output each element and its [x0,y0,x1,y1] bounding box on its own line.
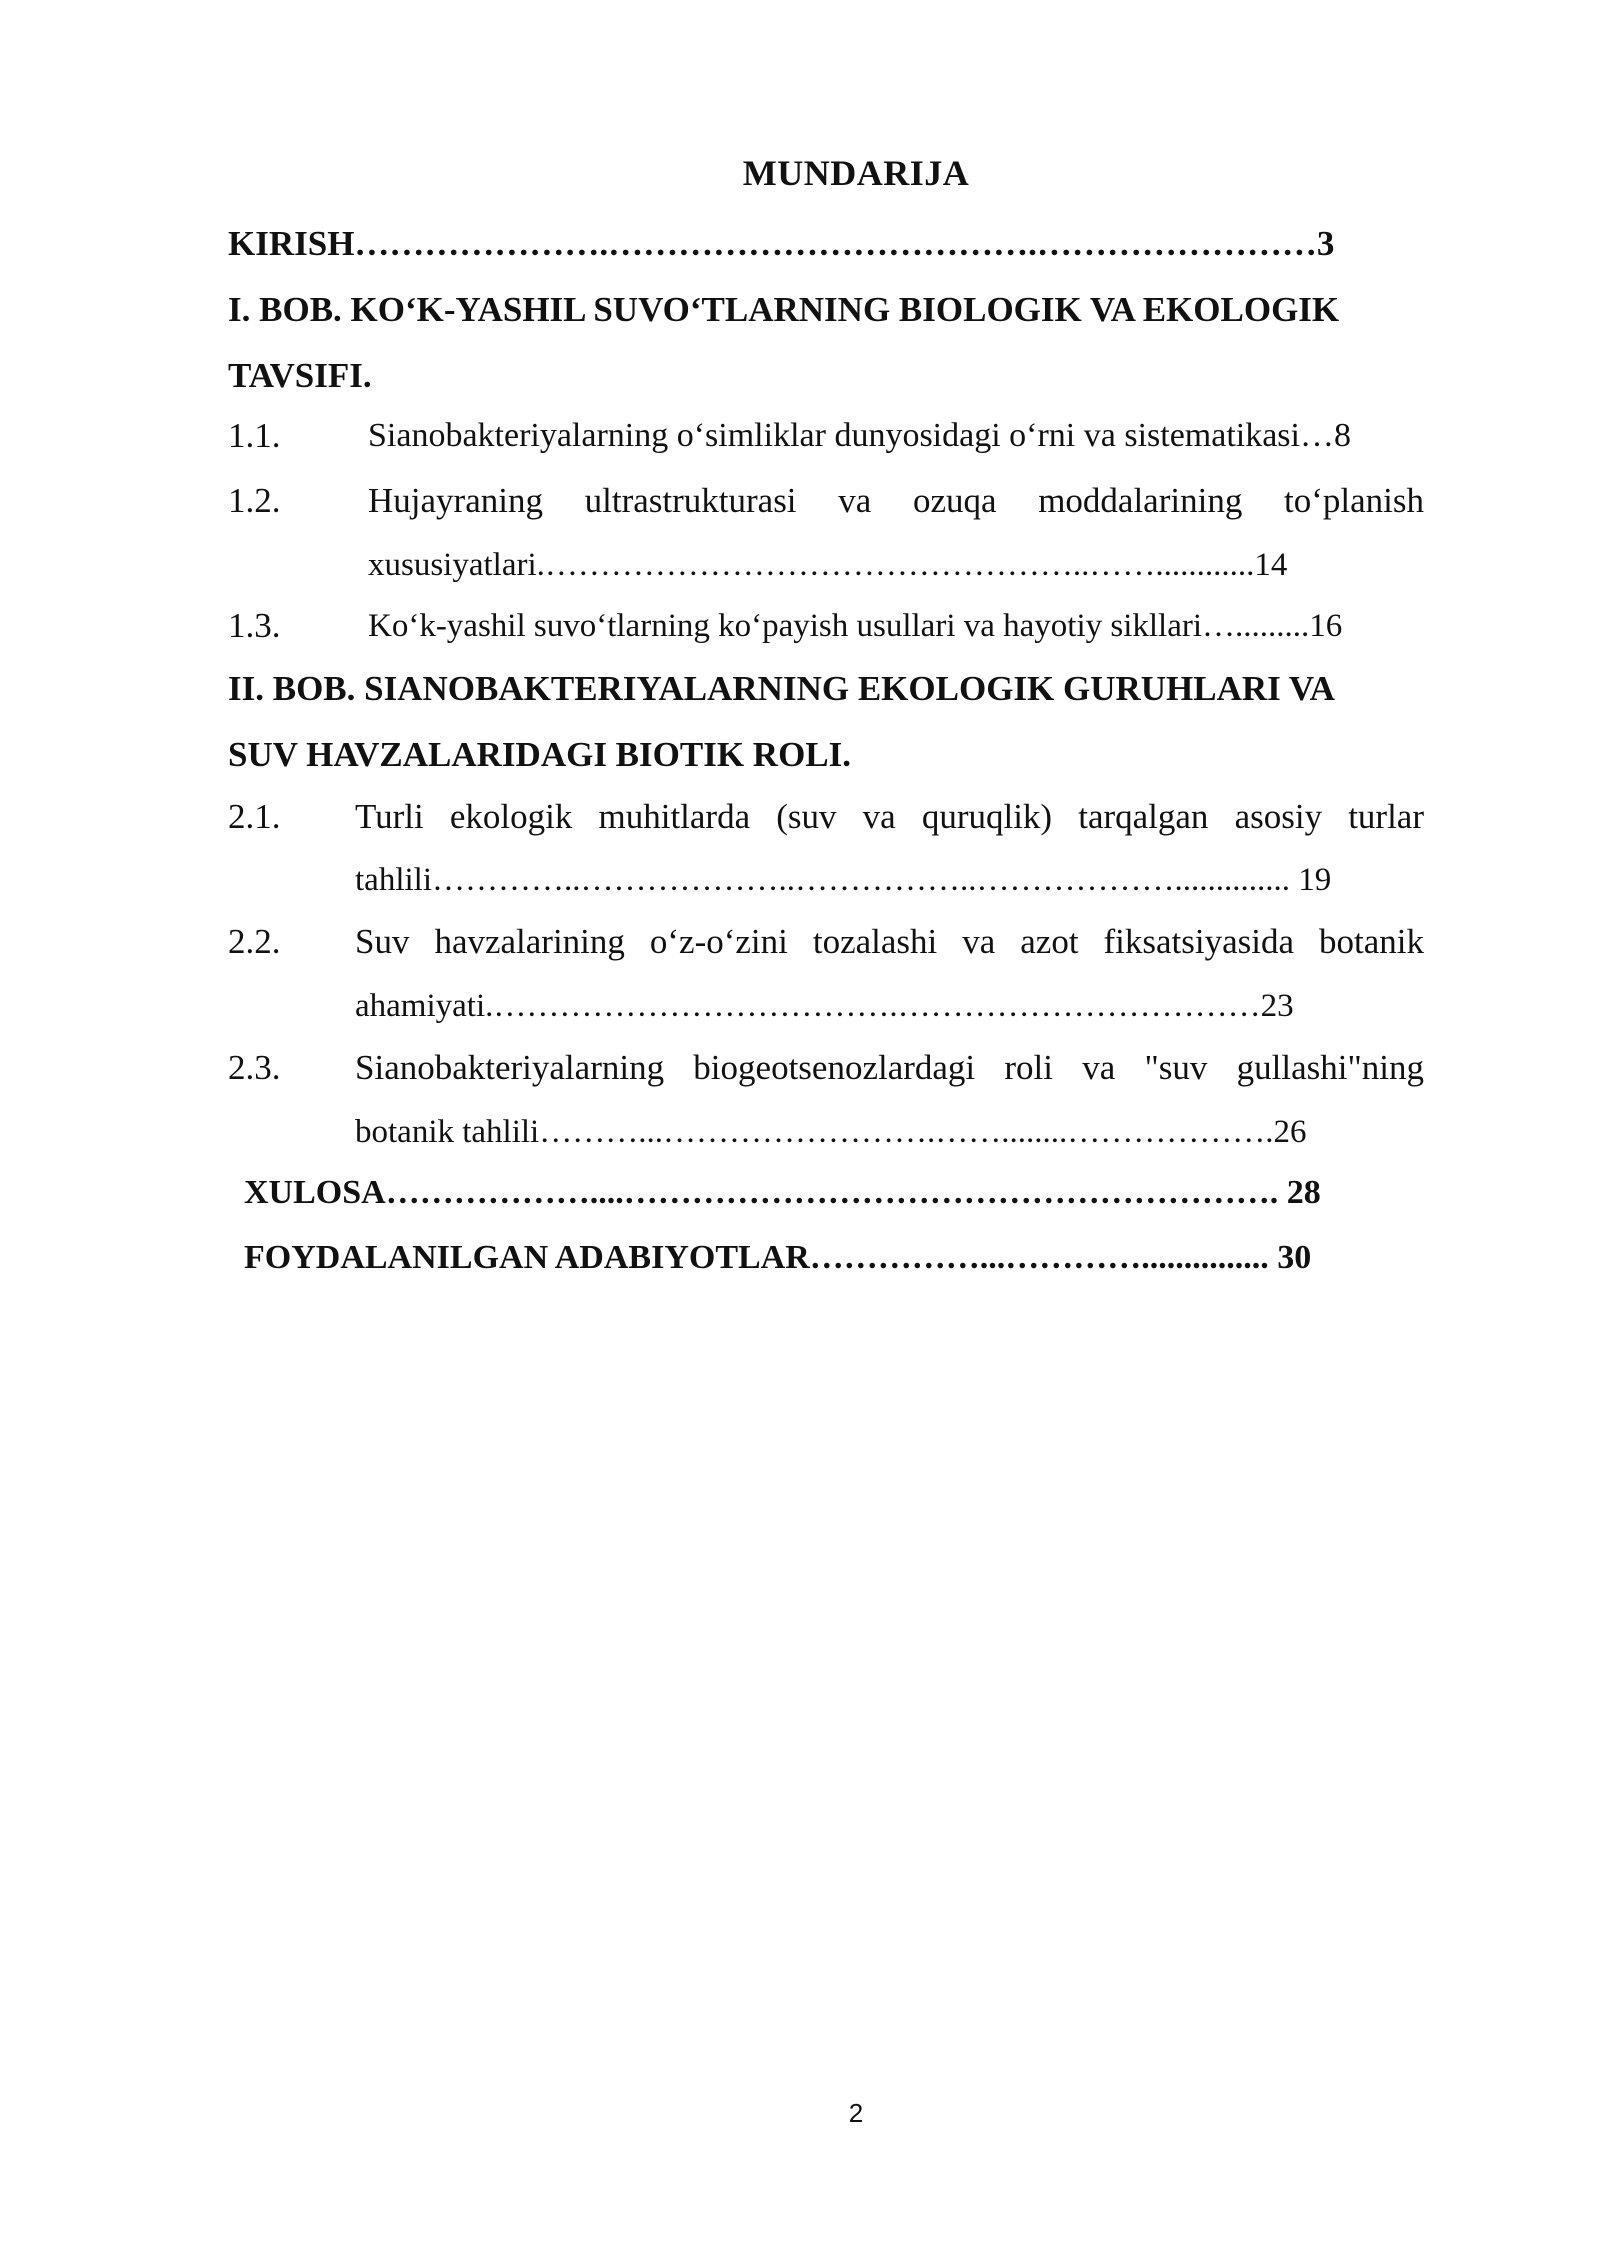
toc-chapter-1-heading-cont: TAVSIFI. [228,356,372,395]
toc-section-2-2-cont: ahamiyati.……………………………….……………………………23 [355,988,1294,1024]
toc-section-1-3: Ko‘k-yashil suvo‘tlarning ko‘payish usullari va hayotiy sikllari….........16 [368,608,1343,644]
toc-section-2-3: Sianobakteriyalarning biogeotsenozlardagi roli va "suv gullashi"ning [355,1048,1424,1087]
toc-section-number: 1.2. [228,481,281,520]
page-number: 2 [848,2098,864,2128]
toc-section-1-2: Hujayraning ultrastrukturasi va ozuqa moddalarining to‘planish [368,481,1424,520]
toc-section-2-3-cont: botanik tahlili………...…………………….……........……………….26 [355,1114,1307,1150]
page-title: MUNDARIJA [742,153,970,193]
toc-section-number: 1.3. [228,606,281,645]
toc-section-2-1: Turli ekologik muhitlarda (suv va quruqlik) tarqalgan asosiy turlar [355,797,1424,836]
toc-section-1-2-cont: xususiyatlari.…………………………………………..……............14 [368,547,1288,583]
toc-chapter-2-heading-cont: SUV HAVZALARIDAGI BIOTIK ROLI. [228,735,852,774]
toc-entry-adabiyotlar: FOYDALANILGAN ADABIYOTLAR……………...…………............... 30 [244,1239,1312,1276]
toc-section-number: 2.1. [228,797,281,836]
toc-section-2-2: Suv havzalarining o‘z-o‘zini tozalashi va azot fiksatsiyasida botanik [355,922,1424,961]
toc-chapter-2-heading: II. BOB. SIANOBAKTERIYALARNING EKOLOGIK GURUHLARI VA [228,669,1335,708]
toc-section-number: 2.2. [228,922,281,961]
toc-section-1-1: Sianobakteriyalarning o‘simliklar dunyosidagi o‘rni va sistematikasi…8 [368,417,1351,454]
toc-entry-xulosa: XULOSA………………....…………………………………………………. 28 [244,1174,1321,1211]
toc-section-number: 2.3. [228,1048,281,1087]
toc-entry-kirish: KIRISH………………….……………………………….……………………3 [228,224,1335,263]
toc-chapter-1-heading: I. BOB. KO‘K-YASHIL SUVO‘TLARNING BIOLOGIK VA EKOLOGIK [228,290,1340,329]
toc-section-number: 1.1. [228,416,281,455]
toc-section-2-1-cont: tahlili…………..………………..……………..……………….............. 19 [355,862,1332,898]
